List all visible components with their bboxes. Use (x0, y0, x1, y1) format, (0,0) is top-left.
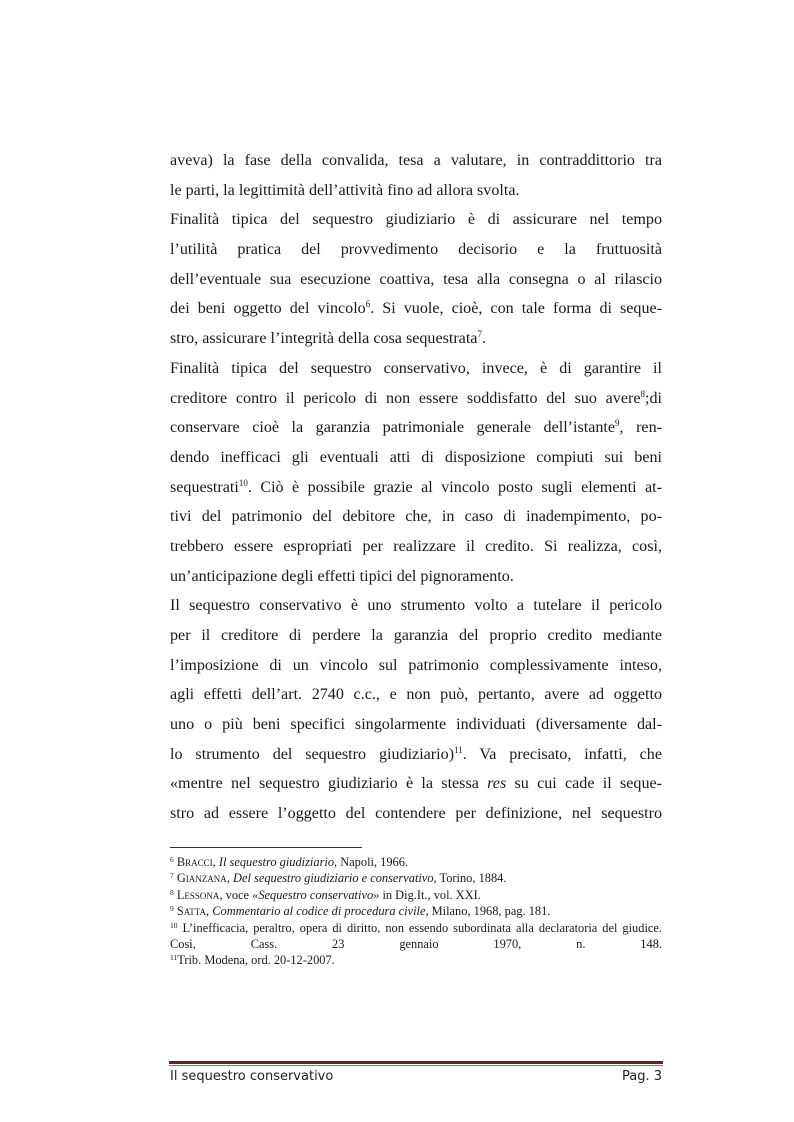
footnote: $^{10}$ L’inefficacia, peraltro, opera di diritto, non essendo subordinata alla declaratoria del giudice. Così, Cass. 23 gennaio 1970, n. 148. (170, 920, 662, 952)
footnote-ref: 11 (454, 744, 463, 755)
text-line: l’imposizione di un vincolo sul patrimonio complessivamente inteso, (170, 656, 662, 674)
footnote-ref: 10 (238, 477, 248, 488)
text-line: lo strumento del sequestro giudiziario)$^{11}$. Va precisato, infatti, che (170, 744, 662, 763)
text-line: dei beni oggetto del vincolo$^6$. Si vuole, cioè, con tale forma di seque- (170, 299, 663, 318)
text-line: creditore contro il pericolo di non essere soddisfatto del suo avere$^8$;di (170, 388, 662, 407)
text-line: stro, assicurare l’integrità della cosa sequestrata$^7$. (170, 329, 486, 348)
text-line: un’anticipazione degli effetti tipici del pignoramento. (170, 567, 514, 585)
body-text (170, 146, 662, 829)
footnote: $^9$ Satta, Commentario al codice di procedura civile, Milano, 1968, pag. 181. (170, 904, 551, 919)
footer-title: Il sequestro conservativo (170, 1069, 334, 1084)
text-line: «mentre nel sequestro giudiziario è la stessa res su cui cade il seque- (170, 775, 662, 793)
text-line: dell’eventuale sua esecuzione coattiva, tesa alla consegna o al rilascio (170, 270, 662, 288)
footnote: $^6$ Bracci, Il sequestro giudiziario, Napoli, 1966. (170, 855, 409, 869)
text-line: conservare cioè la garanzia patrimoniale generale dell’istante$^9$, ren- (170, 418, 662, 437)
text-line: sequestrati$^{10}$. Ciò è possibile grazie al vincolo posto sugli elementi at- (170, 477, 662, 496)
text-line: per il creditore di perdere la garanzia del proprio credito mediante (170, 627, 662, 644)
footer-rule (169, 1061, 663, 1064)
footer-rule-thin (169, 1065, 663, 1066)
page-number: Pag. 3 (621, 1069, 662, 1084)
footnotes (170, 854, 662, 969)
footnote: $^8$ Lessona, voce «Sequestro conservativo» in Dig.It., vol. XXI. (170, 887, 481, 902)
text-line: agli effetti dell’art. 2740 c.c., e non può, pertanto, avere ad oggetto (170, 686, 662, 704)
footnote-ref: 7 (477, 329, 482, 340)
text-line: tivi del patrimonio del debitore che, in caso di inadempimento, po- (170, 508, 662, 526)
footnote: $^{11}$Trib. Modena, ord. 20-12-2007. (170, 953, 335, 968)
footnote-ref: 6 (365, 299, 371, 310)
footnote-separator (170, 847, 362, 848)
text-line: stro ad essere l’oggetto del contendere per definizione, nel sequestro (170, 805, 662, 823)
text-line: le parti, la legittimità dell’attività fino ad allora svolta. (170, 181, 520, 199)
text-line: Finalità tipica del sequestro conservativo, invece, è di garantire il (170, 359, 662, 377)
text-line: aveva) la fase della convalida, tesa a valutare, in contraddittorio tra (170, 152, 662, 169)
text-line: Il sequestro conservativo è uno strumento volto a tutelare il pericolo (170, 597, 662, 615)
footnote-ref: 9 (615, 418, 620, 429)
text-line: trebbero essere espropriati per realizzare il credito. Si realizza, così, (170, 537, 662, 555)
text-line: Finalità tipica del sequestro giudiziario è di assicurare nel tempo (170, 211, 662, 229)
text-line: dendo inefficaci gli eventuali atti di disposizione compiuti sui beni (170, 448, 662, 466)
text-line: uno o più beni specifici singolarmente individuati (diversamente dal- (170, 716, 662, 734)
footnote-ref: 8 (640, 388, 645, 399)
footnote: $^7$ Gianzana, Del sequestro giudiziario e conservativo, Torino, 1884. (170, 871, 507, 886)
text-line: l’utilità pratica del provvedimento decisorio e la fruttuosità (170, 241, 662, 259)
